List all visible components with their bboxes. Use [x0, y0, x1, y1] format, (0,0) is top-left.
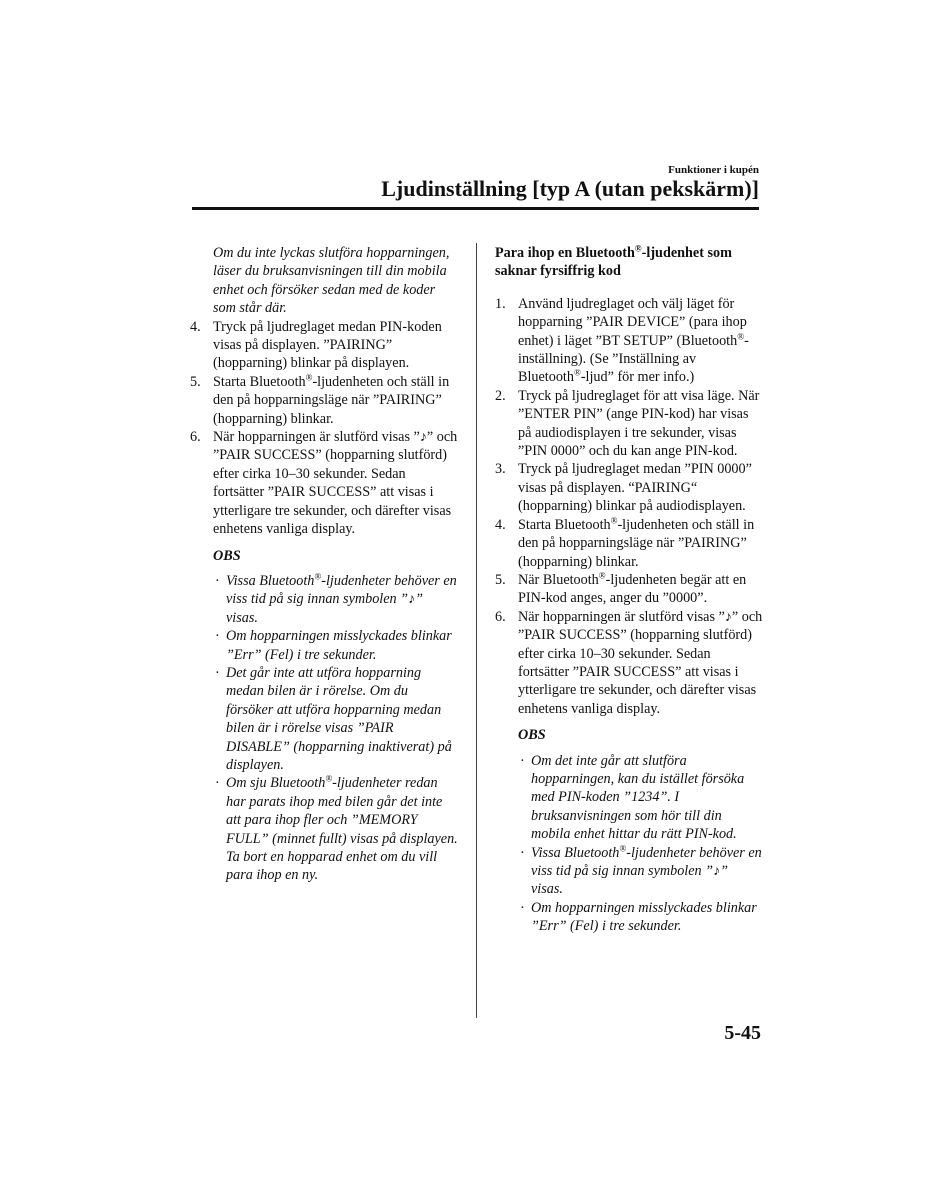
bullet-dot: · [520, 844, 525, 861]
bullet-dot: · [520, 899, 525, 916]
bullet-dot: · [215, 572, 220, 589]
step-text [518, 295, 763, 387]
left-step-6 [190, 428, 458, 538]
text-part: Starta Bluetooth [213, 373, 306, 390]
text-part: -ljudenheten och ställ in den på hopparningsläge när ”PAIRING” (hopparning) blinkar. [518, 516, 755, 570]
title-rule [192, 207, 759, 210]
bullet-text: Om det inte går att slutföra hopparningen, kan du istället försöka med PIN-koden ”1234”. I bruksanvisningen som hör till din mobila enhet hittar du rätt PIN-kod. [531, 752, 745, 843]
bullet-text: Om hopparningen misslyckades blinkar ”Err” (Fel) i tre sekunder. [531, 899, 757, 935]
column-divider [476, 243, 477, 1018]
step-number: 5. [190, 373, 201, 390]
right-step-1 [495, 295, 763, 387]
left-bullet-2 [190, 627, 458, 664]
step-number: 6. [495, 608, 506, 625]
registered-mark: ® [314, 571, 322, 582]
bullet-text [531, 844, 763, 899]
text-part: -ljudenheten och ställ in den på hopparningsläge när ”PAIRING” (hopparning) blinkar. [213, 373, 450, 427]
right-step-3 [495, 460, 763, 515]
right-step-5 [495, 571, 763, 608]
right-bullet-2 [495, 844, 763, 899]
page-number: 5-45 [724, 1022, 761, 1044]
text-part: Vissa Bluetooth [226, 572, 315, 589]
registered-mark: ® [619, 842, 627, 853]
bullet-text [226, 572, 458, 627]
right-step-6 [495, 608, 763, 718]
step-text [518, 571, 763, 608]
bullet-text [226, 774, 458, 884]
registered-mark: ® [573, 367, 581, 378]
text-part: När Bluetooth [518, 571, 599, 588]
registered-mark: ® [610, 514, 618, 525]
text-part: Använd ljudreglaget och välj läget för hopparning ”PAIR DEVICE” (para ihop enhet) i läget ”BT SETUP” (Bluetooth [518, 295, 747, 349]
left-bullet-4 [190, 774, 458, 884]
right-step-4 [495, 516, 763, 571]
left-bullet-3 [190, 664, 458, 774]
bullet-dot: · [215, 664, 220, 681]
obs-heading: OBS [213, 547, 241, 564]
bullet-dot: · [215, 628, 220, 645]
bullet-text: Det går inte att utföra hopparning medan bilen är i rörelse. Om du försöker att utföra hopparning medan bilen är i rörelse visas ”PAIR DISABLE” (hopparning inaktiverat) på displayen. [226, 664, 452, 773]
registered-mark: ® [325, 773, 333, 784]
registered-mark: ® [737, 330, 745, 341]
left-bullet-1 [190, 572, 458, 627]
text-part: -inställning). (Se ”Inställning av Bluetooth [518, 332, 749, 386]
right-step-2 [495, 387, 763, 461]
text-part: Starta Bluetooth [518, 516, 611, 533]
text-part: Para ihop en Bluetooth [495, 245, 635, 261]
step-number: 4. [495, 516, 506, 533]
step-text: Tryck på ljudreglaget medan ”PIN 0000” visas på displayen. “PAIRING“ (hopparning) blinkar på audiodisplayen. [518, 461, 752, 515]
section-label: Funktioner i kupén [668, 164, 759, 176]
step-text [518, 516, 763, 571]
text-part: -ljudenhet som saknar fyrsiffrig kod [495, 245, 732, 280]
step-text: Tryck på ljudreglaget för att visa läge. När ”ENTER PIN” (ange PIN-kod) har visas på audiodisplayen i tre sekunder, visas ”PIN 0000” och du kan ange PIN-kod. [518, 387, 760, 460]
step-number: 1. [495, 295, 506, 312]
right-bullet-1 [495, 752, 763, 844]
bullet-dot: · [520, 752, 525, 769]
step-number: 3. [495, 461, 506, 478]
step-number: 2. [495, 387, 506, 404]
right-bullet-3 [495, 899, 763, 936]
registered-mark: ® [634, 243, 642, 254]
left-step-4 [190, 318, 458, 373]
subsection-heading [495, 244, 763, 281]
step-text: Tryck på ljudreglaget medan PIN-koden visas på displayen. ”PAIRING” (hopparning) blinkar på displayen. [213, 318, 442, 372]
step-text: När hopparningen är slutförd visas ”♪” och ”PAIR SUCCESS” (hopparning slutförd) efter cirka 10–30 sekunder. Sedan fortsätter ”PAIR SUCCESS” att visas i ytterligare tre sekunder, och därefter visas enhetens vanliga display. [213, 429, 458, 538]
registered-mark: ® [305, 372, 313, 383]
step-text [213, 373, 458, 428]
bullet-dot: · [215, 775, 220, 792]
obs-heading: OBS [518, 727, 546, 744]
bullet-text: Om hopparningen misslyckades blinkar ”Err” (Fel) i tre sekunder. [226, 628, 452, 663]
text-part: -ljudenheter behöver en viss tid på sig innan symbolen ”♪” visas. [531, 844, 762, 898]
left-column [190, 244, 458, 885]
text-part: -ljudenheter behöver en viss tid på sig innan symbolen ”♪” visas. [226, 572, 457, 626]
step-number: 4. [190, 318, 201, 335]
step-text: När hopparningen är slutförd visas ”♪” och ”PAIR SUCCESS” (hopparning slutförd) efter cirka 10–30 sekunder. Sedan fortsätter ”PAIR SUCCESS” att visas i ytterligare tre sekunder, och därefter visas enhetens vanliga display. [518, 608, 763, 717]
right-column [495, 244, 763, 936]
text-part: Om sju Bluetooth [226, 775, 326, 792]
registered-mark: ® [598, 570, 606, 581]
text-part: -ljudenheten begär att en PIN-kod anges, anger du ”0000”. [518, 571, 747, 607]
text-part: -ljudenheter redan har parats ihop med bilen går det inte att para ihop fler och ”MEMORY FULL” (minnet fullt) visas på displayen. Ta bort en hopparad enhet om du vill para ihop en ny. [226, 775, 458, 884]
text-part: Vissa Bluetooth [531, 844, 620, 861]
left-step-5 [190, 373, 458, 428]
page-title: Ljudinställning [typ A (utan pekskärm)] [381, 176, 759, 201]
intro-note: Om du inte lyckas slutföra hopparningen, läser du bruksanvisningen till din mobila enhet och försöker sedan med de koder som står där. [213, 245, 450, 317]
step-number: 6. [190, 429, 201, 446]
text-part: -ljud” för mer info.) [580, 369, 695, 386]
step-number: 5. [495, 571, 506, 588]
